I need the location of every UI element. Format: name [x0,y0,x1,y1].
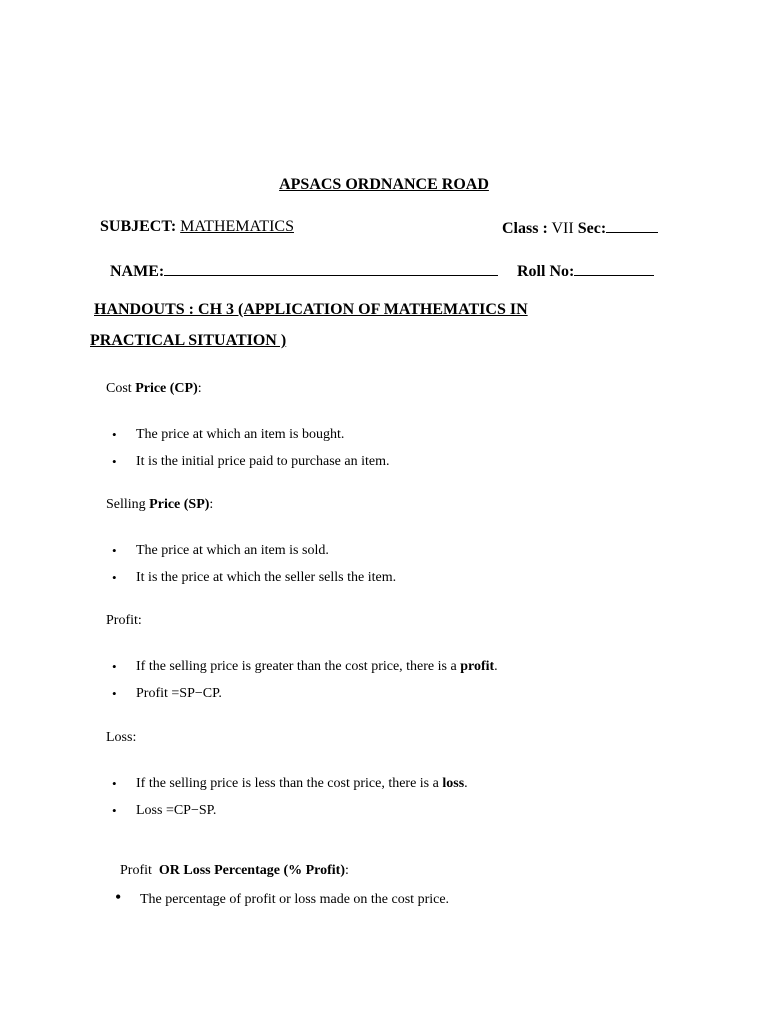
name-line [110,261,498,281]
selling-price-list [106,542,396,595]
selling-price-heading-plain: Selling [106,497,150,512]
subject-label: SUBJECT: [100,218,177,235]
subject-value: MATHEMATICS [180,218,294,235]
loss-heading: Loss: [106,730,137,745]
profit-definition-end: . [494,659,498,674]
roll-blank [574,261,654,276]
selling-price-heading [106,497,213,513]
list-item: • It is the initial price paid to purchase an item. [106,453,389,480]
roll-line [517,261,654,281]
list-item [106,775,468,802]
list-item: • The price at which an item is sold. [106,542,396,569]
list-item [106,658,498,685]
name-blank [164,261,498,276]
loss-list [106,775,468,828]
subject-line [100,218,294,236]
percentage-heading-plain: Profit [120,863,159,878]
school-title: APSACS ORDNANCE ROAD [279,176,489,193]
class-value: VII [551,220,574,237]
profit-list [106,658,498,711]
cost-price-heading-colon: : [197,381,202,396]
selling-price-heading-colon: : [209,497,214,512]
cost-price-heading-plain: Cost [106,381,136,396]
loss-definition-text: If the selling price is less than the cost price, there is a [136,776,443,791]
percentage-list [106,891,449,918]
handout-title-line-2: PRACTICAL SITUATION ) [90,332,287,349]
list-item: • Profit =SP−CP. [106,685,498,712]
name-label: NAME: [110,263,165,280]
profit-definition-text: If the selling price is greater than the cost price, there is a [136,659,461,674]
handout-title-line-1: HANDOUTS : CH 3 (APPLICATION OF MATHEMATICS IN [94,301,528,318]
percentage-heading-bold: OR Loss Percentage (% Profit) [158,863,345,878]
profit-heading: Profit: [106,613,142,628]
cost-price-heading-bold: Price (CP) [135,381,198,396]
roll-label: Roll No: [517,263,575,280]
list-item: • Loss =CP−SP. [106,802,468,829]
cost-price-list [106,426,389,479]
list-item: • The percentage of profit or loss made on the cost price. [106,891,449,918]
sec-label: Sec: [577,220,607,237]
profit-term: profit [460,659,495,674]
loss-definition-end: . [464,776,468,791]
cost-price-heading [106,381,202,397]
percentage-heading [106,847,349,895]
list-item: • The price at which an item is bought. [106,426,389,453]
selling-price-heading-bold: Price (SP) [149,497,210,512]
class-line [502,218,658,238]
list-item: • It is the price at which the seller sells the item. [106,569,396,596]
loss-term: loss [442,776,465,791]
percentage-heading-colon: : [345,863,349,878]
class-label: Class : [502,220,548,237]
sec-blank [606,218,658,233]
